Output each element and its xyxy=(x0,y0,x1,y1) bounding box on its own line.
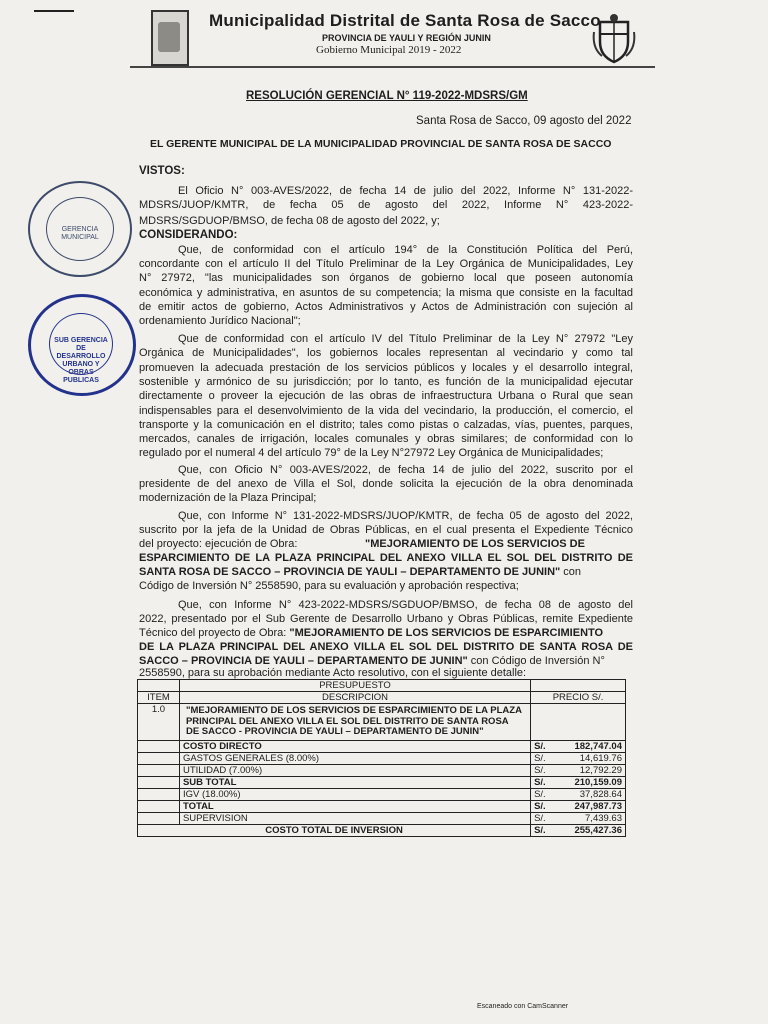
cost-row-item-empty xyxy=(138,776,180,788)
budget-title-row xyxy=(138,680,626,692)
p5-line-1: Que, con Informe N° 423-2022-MDSRS/SGDUOP/BMSO, de fecha 08 de agosto del xyxy=(178,599,633,611)
total-investment-amount: 255,427.36 xyxy=(574,824,622,836)
cost-row-currency: S/. xyxy=(534,788,546,800)
vistos-line-2: MDSRS/JUOP/KMTR, de fecha 05 de agosto del 2022, Informe N° 423-2022- xyxy=(139,199,633,211)
p4-line-2: suscrito por la jefa de la Unidad de Obras Públicas, en el cual presenta el Expediente Técnico xyxy=(139,524,633,536)
p2-line-7: transporte y la comunicación en el distrito; tales como pistas o calzadas, vías, puentes, parques, xyxy=(139,419,633,431)
p1-line-3: N° 27972, "las municipalidades son órganos de gobierno local que poseen autonomía xyxy=(139,272,633,284)
item-number: 1.0 xyxy=(138,704,180,741)
cost-row-price xyxy=(531,740,626,752)
cost-row-amount: 247,987.73 xyxy=(574,800,622,812)
cost-row-price xyxy=(531,788,626,800)
cost-row xyxy=(138,740,626,752)
cost-row-amount: 14,619.76 xyxy=(579,752,622,764)
cost-row xyxy=(138,788,626,800)
p5-line-2: 2022, presentado por el Sub Gerente de Desarrollo Urbano y Obras Públicas, remite Expediente xyxy=(139,613,633,625)
p5-line-5b: con Código de Inversión N° xyxy=(467,655,605,667)
cost-row-price xyxy=(531,776,626,788)
seal1-center-text: GERENCIA MUNICIPAL xyxy=(61,226,99,241)
item-price-empty xyxy=(531,704,626,741)
p4-line-4: ESPARCIMIENTO DE LA PLAZA PRINCIPAL DEL ANEXO VILLA EL SOL DEL DISTRITO DE xyxy=(139,552,633,564)
cost-rows xyxy=(138,740,626,824)
p5-line-6: 2558590, para su aprobación mediante Acto resolutivo, con el siguiente detalle: xyxy=(139,667,527,679)
cost-row-price xyxy=(531,812,626,824)
col-desc-header: DESCRIPCION xyxy=(179,692,530,704)
p5-line-3b: "MEJORAMIENTO DE LOS SERVICIOS DE ESPARCIMIENTO xyxy=(289,627,604,639)
cost-row-label: SUB TOTAL xyxy=(179,776,530,788)
p5-line-5a: SACCO – PROVINCIA DE YAULI – DEPARTAMENTO DE JUNIN" xyxy=(139,655,468,667)
municipal-logo xyxy=(151,10,189,66)
cost-row-amount: 37,828.64 xyxy=(579,788,622,800)
cost-row-currency: S/. xyxy=(534,776,546,788)
cost-row xyxy=(138,812,626,824)
cost-row-item-empty xyxy=(138,740,180,752)
issuer-heading: EL GERENTE MUNICIPAL DE LA MUNICIPALIDAD PROVINCIAL DE SANTA ROSA DE SACCO xyxy=(150,138,612,150)
p2-line-2: Orgánica de Municipalidades", los gobiernos locales representan al vecindario y como tal xyxy=(139,347,633,359)
p3-line-3: modernización de la Plaza Principal; xyxy=(139,492,317,504)
total-investment-cell xyxy=(531,824,626,836)
seal2-center-text: SUB GERENCIA DE DESARROLLO URBANO Y OBRAS PUBLICAS xyxy=(54,337,108,384)
scan-mark xyxy=(34,10,74,12)
budget-title: PRESUPUESTO xyxy=(179,680,530,692)
place-date: Santa Rosa de Sacco, 09 agosto del 2022 xyxy=(416,115,632,127)
p4-line-5a: SANTA ROSA DE SACCO – PROVINCIA DE YAULI – DEPARTAMENTO DE JUNIN" xyxy=(139,566,561,578)
p2-line-3: promueven la adecuada prestación de los servicios públicos y locales y el desarrollo integral, xyxy=(139,362,633,374)
p5-line-3 xyxy=(139,627,603,640)
p4-line-5 xyxy=(139,566,581,579)
p3-line-2: presidente de del anexo de Villa el Sol, donde solicita la ejecución de la obra denominada xyxy=(139,478,633,490)
considerando-heading: CONSIDERANDO: xyxy=(139,229,238,241)
budget-title-price-spacer xyxy=(531,680,626,692)
cost-row-currency: S/. xyxy=(534,764,546,776)
col-item-header: ITEM xyxy=(138,692,180,704)
p2-line-9: regulado por el numeral 4 del artículo 79° de la Ley N°27972 Ley Orgánica de Municipalidades; xyxy=(139,447,604,459)
cost-row xyxy=(138,800,626,812)
cost-row xyxy=(138,752,626,764)
cost-row-label: GASTOS GENERALES (8.00%) xyxy=(179,752,530,764)
p1-line-5: de emitir actos de gobierno, Actos Administrativos y Actos de Administración con sujeción al xyxy=(139,301,633,313)
cost-row xyxy=(138,776,626,788)
letterhead xyxy=(130,8,655,68)
subgerencia-seal xyxy=(28,294,136,396)
budget-table xyxy=(137,679,626,837)
p3-line-1: Que, con Oficio N° 003-AVES/2022, de fecha 14 de julio del 2022, suscrito por el xyxy=(178,464,633,476)
cost-row-price xyxy=(531,764,626,776)
cost-row-amount: 12,792.29 xyxy=(579,764,622,776)
p2-line-6: indispensables para el desenvolvimiento de la vida del vecindario, la producción, el comercio, el xyxy=(139,405,633,417)
cost-row xyxy=(138,764,626,776)
cost-row-currency: S/. xyxy=(534,812,546,824)
vistos-line-1: El Oficio N° 003-AVES/2022, de fecha 14 de julio del 2022, Informe N° 131-2022- xyxy=(178,185,633,197)
p5-line-3a: Técnico del proyecto de Obra: xyxy=(139,627,290,639)
col-price-header: PRECIO S/. xyxy=(531,692,626,704)
p4-line-1: Que, con Informe N° 131-2022-MDSRS/JUOP/KMTR, de fecha 05 de agosto del 2022, xyxy=(178,510,633,522)
p4-line-6: Código de Inversión N° 2558590, para su evaluación y aprobación respectiva; xyxy=(139,580,519,592)
p2-line-1: Que de conformidad con el artículo IV del Título Preliminar de la Ley N° 27972 "Ley xyxy=(178,333,633,345)
cost-row-currency: S/. xyxy=(534,740,546,752)
peru-coat-of-arms-icon xyxy=(592,12,636,64)
letterhead-province: PROVINCIA DE YAULI Y REGIÓN JUNIN xyxy=(322,33,491,43)
p5-line-4: DE LA PLAZA PRINCIPAL DEL ANEXO VILLA EL SOL DEL DISTRITO DE SANTA ROSA DE xyxy=(139,641,633,653)
item-description: "MEJORAMIENTO DE LOS SERVICIOS DE ESPARCIMIENTO DE LA PLAZA PRINCIPAL DEL ANEXO VILLA EL SOL DEL DISTRITO DE SANTA ROSA DE SACCO - PROVINCIA DE YAULI – DEPARTAMENTO DE JUNIN" xyxy=(179,704,530,741)
cost-row-amount: 7,439.63 xyxy=(585,812,622,824)
cost-row-label: UTILIDAD (7.00%) xyxy=(179,764,530,776)
cost-row-item-empty xyxy=(138,788,180,800)
cost-row-price xyxy=(531,752,626,764)
total-investment-row xyxy=(138,824,626,836)
p2-line-8: mercados, canales de irrigación, locales comunales y obras similares; de conformidad con lo xyxy=(139,433,633,445)
cost-row-label: TOTAL xyxy=(179,800,530,812)
cost-row-currency: S/. xyxy=(534,800,546,812)
total-investment-label: COSTO TOTAL DE INVERSION xyxy=(138,824,531,836)
p4-line-5b: con xyxy=(560,566,582,578)
scanner-footer: Escaneado con CamScanner xyxy=(477,1003,569,1010)
cost-row-label: IGV (18.00%) xyxy=(179,788,530,800)
cost-row-item-empty xyxy=(138,800,180,812)
cost-row-item-empty xyxy=(138,764,180,776)
vistos-heading: VISTOS: xyxy=(139,165,185,177)
p1-line-2: concordante con el artículo II del Título Preliminar de la Ley Orgánica de Municipalidades, Ley xyxy=(139,258,633,270)
p1-line-4: económica y administrativa, en asuntos de su competencia; la misma que consiste en la facultad xyxy=(139,287,633,299)
cost-row-amount: 182,747.04 xyxy=(574,740,622,752)
budget-item-row xyxy=(138,704,626,741)
budget-title-spacer xyxy=(138,680,180,692)
resolution-title: RESOLUCIÓN GERENCIAL N° 119-2022-MDSRS/GM xyxy=(246,90,528,102)
cost-row-price xyxy=(531,800,626,812)
letterhead-title: Municipalidad Distrital de Santa Rosa de Sacco xyxy=(209,11,601,30)
cost-row-label: SUPERVISION xyxy=(179,812,530,824)
p1-line-1: Que, de conformidad con el artículo 194° de la Constitución Política del Perú, xyxy=(178,244,633,256)
budget-header-row xyxy=(138,692,626,704)
cost-row-label: COSTO DIRECTO xyxy=(179,740,530,752)
letterhead-government: Gobierno Municipal 2019 - 2022 xyxy=(316,44,462,56)
p4-line-3b: "MEJORAMIENTO DE LOS SERVICIOS DE xyxy=(365,538,585,550)
gerencia-municipal-seal xyxy=(28,181,132,277)
cost-row-amount: 210,159.09 xyxy=(574,776,622,788)
cost-row-item-empty xyxy=(138,812,180,824)
p2-line-4: sostenible y armónico de su jurisdicción; por lo tanto, es función de la municipalidad ejecutar xyxy=(139,376,633,388)
p4-line-3a: del proyecto: ejecución de Obra: xyxy=(139,538,298,550)
p1-line-6: ordenamiento Jurídico Nacional"; xyxy=(139,315,301,327)
vistos-line-3: MDSRS/SGDUOP/BMSO, de fecha 08 de agosto del 2022, y; xyxy=(139,215,440,227)
cost-row-item-empty xyxy=(138,752,180,764)
p2-line-5: directamente o proveer la ejecución de las obras de infraestructura Urbana o Rural que sean xyxy=(139,390,633,402)
total-investment-currency: S/. xyxy=(534,824,546,836)
cost-row-currency: S/. xyxy=(534,752,546,764)
